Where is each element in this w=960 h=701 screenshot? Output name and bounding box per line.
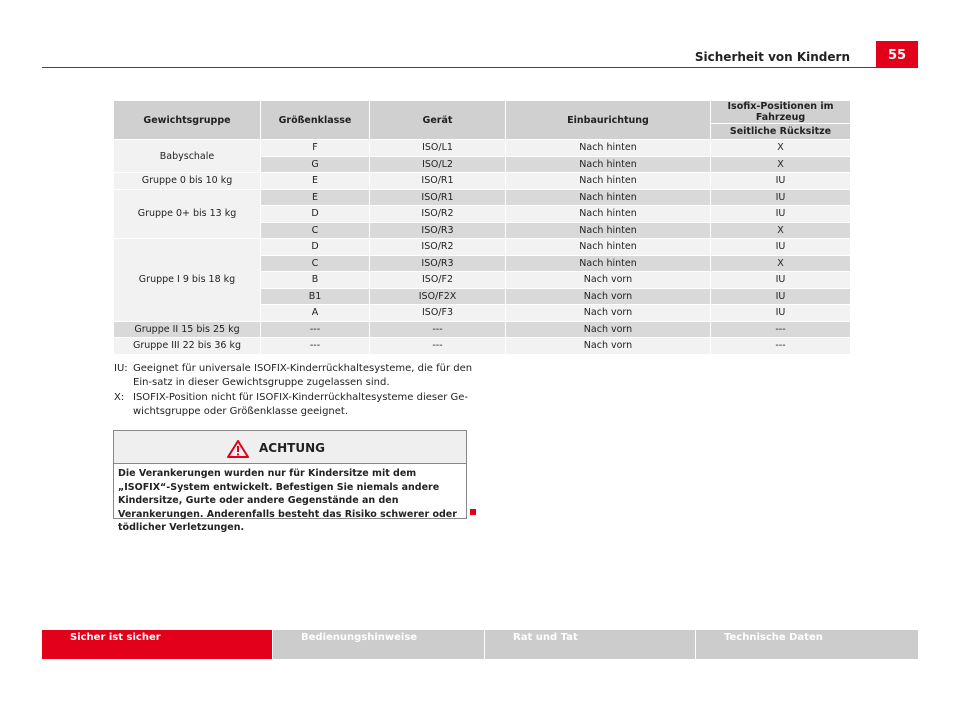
table-body bbox=[114, 140, 851, 355]
section-end-marker bbox=[470, 509, 476, 515]
size-cell: --- bbox=[261, 338, 370, 355]
warning-box bbox=[113, 430, 467, 533]
footer-tab-sicher-ist-sicher[interactable]: Sicher ist sicher bbox=[42, 630, 272, 659]
device-cell: ISO/R2 bbox=[370, 206, 506, 223]
size-cell: B1 bbox=[261, 288, 370, 305]
position-cell: IU bbox=[711, 305, 851, 322]
direction-cell: Nach hinten bbox=[506, 255, 711, 272]
direction-cell: Nach vorn bbox=[506, 321, 711, 338]
col-header-size-class: Größenklasse bbox=[261, 101, 370, 140]
legend-item bbox=[114, 362, 474, 390]
position-cell: X bbox=[711, 255, 851, 272]
direction-cell: Nach vorn bbox=[506, 272, 711, 289]
direction-cell: Nach vorn bbox=[506, 288, 711, 305]
direction-cell: Nach vorn bbox=[506, 305, 711, 322]
position-cell: X bbox=[711, 140, 851, 157]
table-row bbox=[114, 173, 851, 190]
legend-key: IU: bbox=[114, 363, 128, 374]
position-cell: X bbox=[711, 222, 851, 239]
col-header-side-rear-seats: Seitliche Rücksitze bbox=[711, 124, 851, 140]
position-cell: IU bbox=[711, 206, 851, 223]
position-cell: X bbox=[711, 156, 851, 173]
device-cell: ISO/R3 bbox=[370, 255, 506, 272]
device-cell: --- bbox=[370, 338, 506, 355]
footer-tab-bedienungshinweise[interactable]: Bedienungshinweise bbox=[273, 630, 484, 659]
position-cell: --- bbox=[711, 321, 851, 338]
size-cell: D bbox=[261, 239, 370, 256]
table-row bbox=[114, 239, 851, 256]
position-cell: IU bbox=[711, 173, 851, 190]
legend-text: Geeignet für universale ISOFIX-Kinderrückhaltesysteme, die für den Ein-satz in dieser Gewichtsgruppe zugelassen sind. bbox=[133, 363, 473, 388]
size-cell: C bbox=[261, 255, 370, 272]
device-cell: ISO/R3 bbox=[370, 222, 506, 239]
size-cell: G bbox=[261, 156, 370, 173]
legend bbox=[114, 362, 474, 420]
legend-key: X: bbox=[114, 392, 125, 403]
table-row bbox=[114, 338, 851, 355]
position-cell: IU bbox=[711, 189, 851, 206]
device-cell: ISO/R1 bbox=[370, 173, 506, 190]
size-cell: --- bbox=[261, 321, 370, 338]
legend-text: ISOFIX-Position nicht für ISOFIX-Kinderrückhaltesysteme dieser Ge-wichtsgruppe oder Größenklasse geeignet. bbox=[133, 392, 469, 417]
direction-cell: Nach vorn bbox=[506, 338, 711, 355]
isofix-table bbox=[113, 100, 851, 355]
direction-cell: Nach hinten bbox=[506, 239, 711, 256]
warning-header bbox=[114, 431, 466, 464]
device-cell: ISO/F2 bbox=[370, 272, 506, 289]
page-number: 55 bbox=[876, 41, 918, 67]
device-cell: ISO/F3 bbox=[370, 305, 506, 322]
direction-cell: Nach hinten bbox=[506, 156, 711, 173]
position-cell: IU bbox=[711, 272, 851, 289]
direction-cell: Nach hinten bbox=[506, 140, 711, 157]
position-cell: --- bbox=[711, 338, 851, 355]
weight-group-cell: Gruppe 0 bis 10 kg bbox=[114, 173, 261, 190]
size-cell: A bbox=[261, 305, 370, 322]
weight-group-cell: Babyschale bbox=[114, 140, 261, 173]
legend-item bbox=[114, 391, 474, 419]
weight-group-cell: Gruppe I 9 bis 18 kg bbox=[114, 239, 261, 322]
device-cell: ISO/F2X bbox=[370, 288, 506, 305]
device-cell: ISO/L1 bbox=[370, 140, 506, 157]
weight-group-cell: Gruppe 0+ bis 13 kg bbox=[114, 189, 261, 239]
size-cell: E bbox=[261, 189, 370, 206]
position-cell: IU bbox=[711, 239, 851, 256]
footer-nav bbox=[42, 630, 918, 659]
size-cell: F bbox=[261, 140, 370, 157]
size-cell: D bbox=[261, 206, 370, 223]
col-header-direction: Einbaurichtung bbox=[506, 101, 711, 140]
footer-tab-rat-und-tat[interactable]: Rat und Tat bbox=[485, 630, 695, 659]
device-cell: --- bbox=[370, 321, 506, 338]
weight-group-cell: Gruppe II 15 bis 25 kg bbox=[114, 321, 261, 338]
col-header-group: Gewichtsgruppe bbox=[114, 101, 261, 140]
device-cell: ISO/R1 bbox=[370, 189, 506, 206]
col-header-isofix-positions: Isofix-Positionen im Fahrzeug bbox=[711, 101, 851, 124]
footer-tab-technische-daten[interactable]: Technische Daten bbox=[696, 630, 918, 659]
direction-cell: Nach hinten bbox=[506, 173, 711, 190]
col-header-device: Gerät bbox=[370, 101, 506, 140]
page-header-title: Sicherheit von Kindern bbox=[694, 50, 850, 64]
warning-body: Die Verankerungen wurden nur für Kindersitze mit dem „ISOFIX“-System entwickelt. Befestigen Sie niemals andere Kindersitze, Gurte oder andere Gegenstände an den Verankerungen. Anderenfalls besteht das Risiko schwerer oder tödlicher Verletzungen. bbox=[118, 468, 457, 533]
table-row bbox=[114, 189, 851, 206]
warning-title: ACHTUNG bbox=[259, 441, 325, 455]
position-cell: IU bbox=[711, 288, 851, 305]
size-cell: E bbox=[261, 173, 370, 190]
table-row bbox=[114, 321, 851, 338]
device-cell: ISO/R2 bbox=[370, 239, 506, 256]
direction-cell: Nach hinten bbox=[506, 222, 711, 239]
direction-cell: Nach hinten bbox=[506, 206, 711, 223]
direction-cell: Nach hinten bbox=[506, 189, 711, 206]
device-cell: ISO/L2 bbox=[370, 156, 506, 173]
size-cell: B bbox=[261, 272, 370, 289]
size-cell: C bbox=[261, 222, 370, 239]
weight-group-cell: Gruppe III 22 bis 36 kg bbox=[114, 338, 261, 355]
header-rule bbox=[42, 67, 918, 68]
table-row bbox=[114, 140, 851, 157]
warning-triangle-icon bbox=[227, 440, 249, 458]
